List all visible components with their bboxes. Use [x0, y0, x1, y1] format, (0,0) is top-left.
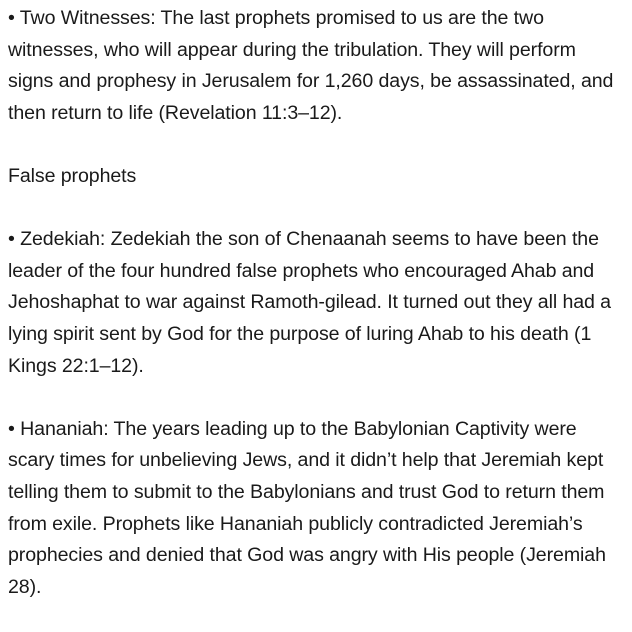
paragraph-text: Hananiah: The years leading up to the Babylonian Captivity were scary times for unbelieving Jews, and it didn’t help that Jeremiah kept telling them to submit to the Babylonians and trust God to return them from exile. Prophets like Hananiah publicly contradicted Jeremiah’s prophecies and denied that God was angry with His people (Jeremiah 28). [8, 417, 606, 598]
paragraph-spacer [8, 193, 626, 225]
bullet-marker: • [8, 417, 15, 440]
bullet-marker: • [8, 7, 15, 29]
paragraph-zedekiah [8, 224, 626, 382]
paragraph-two-witnesses [8, 3, 626, 129]
paragraph-hananiah [8, 414, 626, 604]
paragraph-spacer [8, 382, 626, 414]
paragraph-spacer [8, 129, 626, 161]
section-heading-false-prophets: False prophets [8, 164, 137, 187]
bullet-marker: • [8, 228, 15, 251]
paragraph-text: Two Witnesses: The last prophets promised to us are the two witnesses, who will appear during the tribulation. They will perform signs and prophesy in Jerusalem for 1,260 days, be assassinated, and then return to life (Revelation 11:3–12). [8, 7, 614, 124]
paragraph-text: Zedekiah: Zedekiah the son of Chenaanah seems to have been the leader of the four hundred false prophets who encouraged Ahab and Jehoshaphat to war against Ramoth-gilead. It turned out they all had a lying spirit sent by God for the purpose of luring Ahab to his death (1 Kings 22:1–12). [8, 228, 611, 377]
